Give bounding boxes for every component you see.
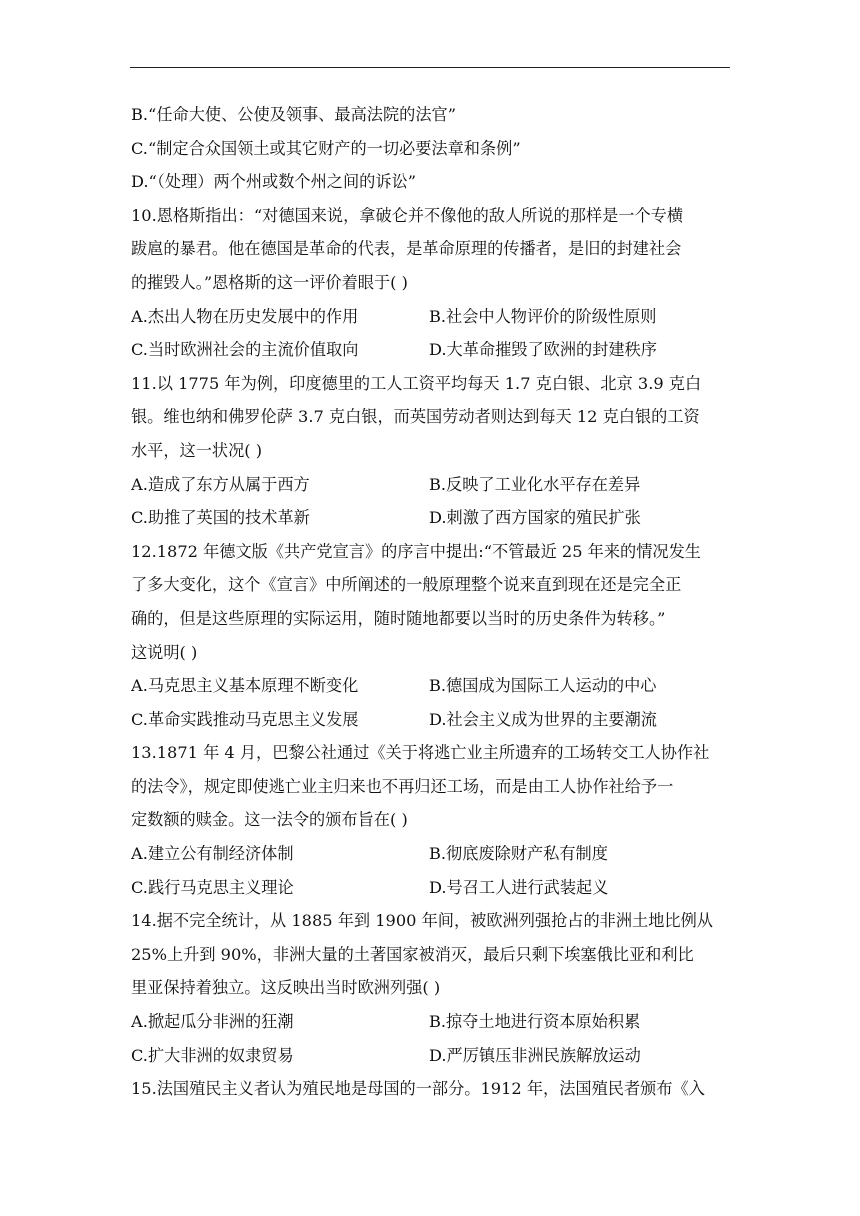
option-a: A.掀起瓜分非洲的狂潮	[131, 1012, 294, 1032]
option-d: D.严厉镇压非洲民族解放运动	[429, 1045, 641, 1065]
option-row	[131, 837, 731, 871]
question-stem-line: 这说明( )	[131, 642, 198, 662]
option-b: B.德国成为国际工人运动的中心	[429, 676, 657, 696]
question-stem-line: 确的，但是这些原理的实际运用，随时随地都要以当时的历史条件为转移。”	[131, 608, 666, 628]
option-a: A.建立公有制经济体制	[131, 844, 294, 864]
question-stem-line: 12.1872 年德文版《共产党宣言》的序言中提出:“不管最近 25 年来的情况发生	[131, 541, 701, 561]
option-b: B.掠夺土地进行资本原始积累	[429, 1012, 641, 1032]
question-stem-line: 的摧毁人。”恩格斯的这一评价着眼于( )	[131, 272, 408, 292]
option-row	[131, 1005, 731, 1039]
question-stem-line: 14.据不完全统计，从 1885 年到 1900 年间，被欧洲列强抢占的非洲土地比例从	[131, 911, 713, 931]
question-stem-line: 11.以 1775 年为例，印度德里的工人工资平均每天 1.7 克白银、北京 3.9 克白	[131, 373, 702, 393]
question-stem-line: 15.法国殖民主义者认为殖民地是母国的一部分。1912 年，法国殖民者颁布《入	[131, 1079, 705, 1099]
option-d: D.刺激了西方国家的殖民扩张	[429, 508, 641, 528]
option-row	[131, 501, 731, 535]
question-9-options	[131, 98, 731, 199]
option-d: D.社会主义成为世界的主要潮流	[429, 709, 657, 729]
question-stem-line: 25%上升到 90%，非洲大量的土著国家被消灭，最后只剩下埃塞俄比亚和利比	[131, 944, 694, 964]
option-b: B.反映了工业化水平存在差异	[429, 474, 641, 494]
option-row	[131, 669, 731, 703]
option-line: B.“任命大使、公使及领事、最高法院的法官”	[131, 105, 456, 124]
option-c: C.助推了英国的技术革新	[131, 508, 310, 528]
question-10	[131, 199, 731, 367]
question-11	[131, 367, 731, 535]
question-15	[131, 1072, 731, 1106]
option-row	[131, 871, 731, 905]
question-stem-line: 定数额的赎金。这一法令的颁布旨在( )	[131, 810, 408, 830]
header-rule	[130, 67, 730, 68]
option-c: C.当时欧洲社会的主流价值取向	[131, 340, 359, 360]
question-stem-line: 10.恩格斯指出：“对德国来说，拿破仑并不像他的敌人所说的那样是一个专横	[131, 205, 684, 225]
option-b: B.社会中人物评价的阶级性原则	[429, 306, 657, 326]
option-row	[131, 1039, 731, 1073]
option-a: A.杰出人物在历史发展中的作用	[131, 306, 359, 326]
option-b: B.彻底废除财产私有制度	[429, 844, 608, 864]
question-stem-line: 跋扈的暴君。他在德国是革命的代表，是革命原理的传播者，是旧的封建社会	[131, 239, 682, 259]
option-row	[131, 333, 731, 367]
option-c: C.革命实践推动马克思主义发展	[131, 709, 359, 729]
option-c: C.扩大非洲的奴隶贸易	[131, 1045, 294, 1065]
option-row	[131, 468, 731, 502]
question-stem-line: 银。维也纳和佛罗伦萨 3.7 克白银，而英国劳动者则达到每天 12 克白银的工资	[131, 407, 700, 427]
option-line: D.“（处理）两个州或数个州之间的诉讼”	[131, 172, 416, 192]
question-stem-line: 了多大变化，这个《宣言》中所阐述的一般原理整个说来直到现在还是完全正	[131, 575, 682, 595]
question-14	[131, 904, 731, 1072]
question-stem-line: 水平，这一状况( )	[131, 440, 263, 460]
option-row	[131, 703, 731, 737]
option-row	[131, 300, 731, 334]
option-line: C.“制定合众国领土或其它财产的一切必要法章和条例”	[131, 138, 521, 158]
question-stem-line: 的法令》，规定即使逃亡业主归来也不再归还工场，而是由工人协作社给予一	[131, 776, 674, 796]
option-a: A.马克思主义基本原理不断变化	[131, 676, 359, 696]
question-stem-line: 13.1871 年 4 月，巴黎公社通过《关于将逃亡业主所遗弃的工场转交工人协作社	[131, 743, 710, 763]
question-13	[131, 736, 731, 904]
option-d: D.大革命摧毁了欧洲的封建秩序	[429, 340, 657, 360]
question-12	[131, 535, 731, 737]
option-a: A.造成了东方从属于西方	[131, 474, 310, 494]
page-content	[131, 98, 731, 1106]
option-d: D.号召工人进行武装起义	[429, 877, 609, 897]
option-c: C.践行马克思主义理论	[131, 877, 294, 897]
question-stem-line: 里亚保持着独立。这反映出当时欧洲列强( )	[131, 978, 441, 998]
